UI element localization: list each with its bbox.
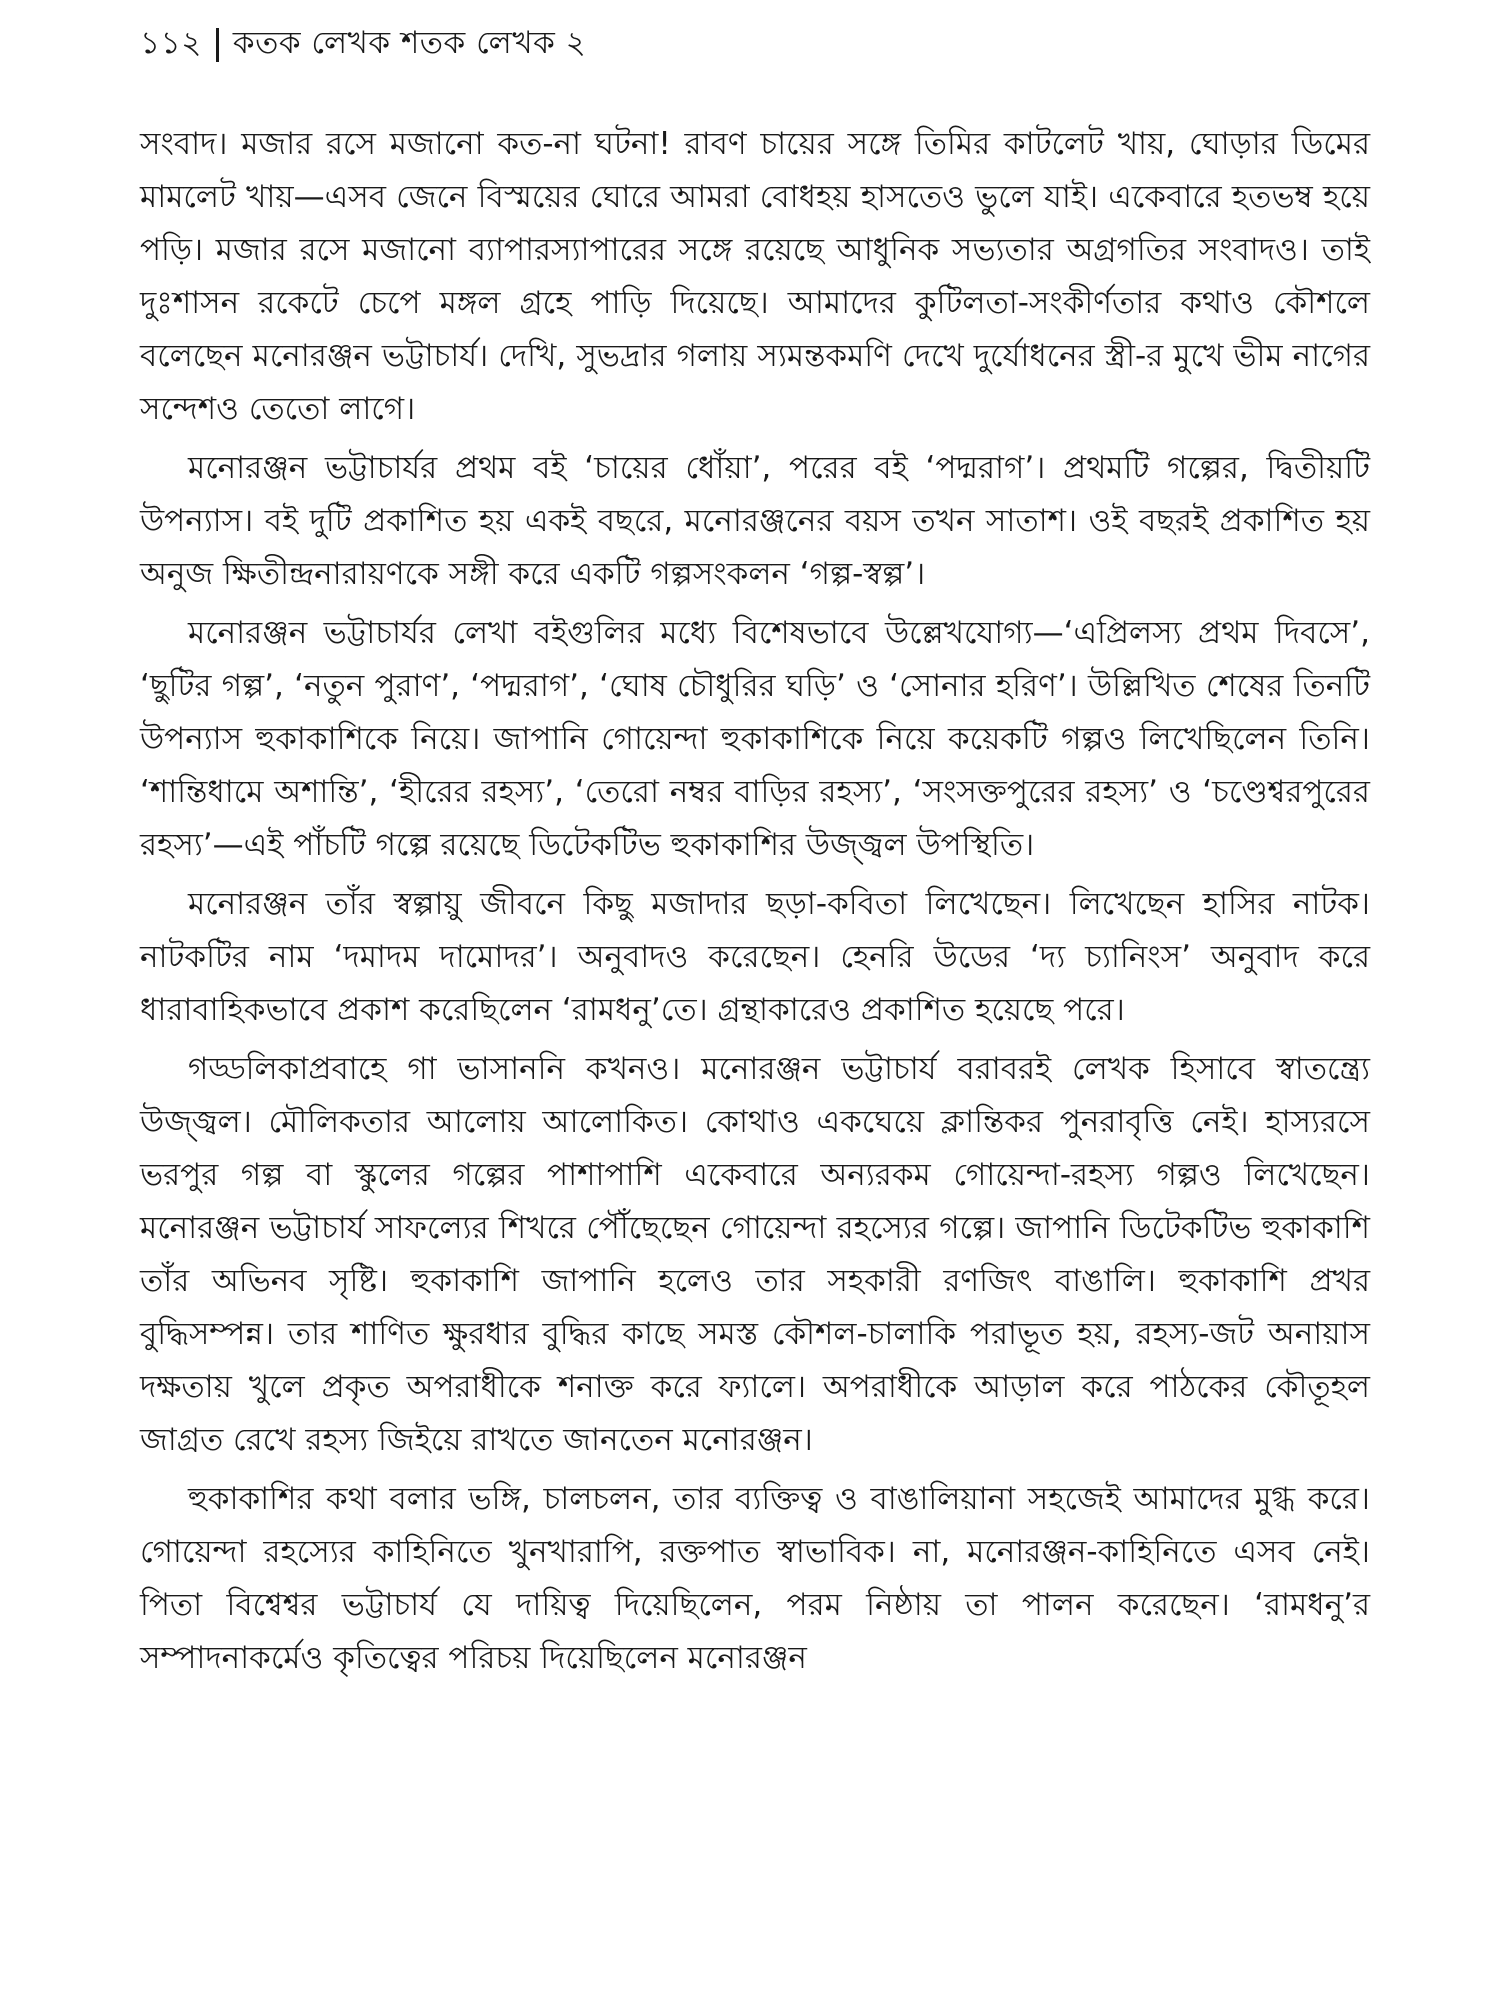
paragraph-2: মনোরঞ্জন ভট্টাচার্যর প্রথম বই ‘চায়ের ধোঁয়া’, পরের বই ‘পদ্মরাগ’। প্রথমটি গল্পের, দ্বিতীয়টি উপন্যাস। বই দুটি প্রকাশিত হয় একই বছরে, মনোরঞ্জনের বয়স তখন সাতাশ। ওই বছরই প্রকাশিত হয় অনুজ ক্ষিতীন্দ্রনারায়ণকে সঙ্গী করে একটি গল্পসংকলন ‘গল্প-স্বল্প’।: [140, 450, 1370, 592]
book-title: কতক লেখক শতক লেখক ২: [232, 25, 587, 61]
paragraph-1: সংবাদ। মজার রসে মজানো কত-না ঘটনা! রাবণ চায়ের সঙ্গে তিমির কাটলেট খায়, ঘোড়ার ডিমের মামলেট খায়—এসব জেনে বিস্ময়ের ঘোরে আমরা বোধহয় হাসতেও ভুলে যাই। একেবারে হতভম্ব হয়ে পড়ি। মজার রসে মজানো ব্যাপারস্যাপারের সঙ্গে রয়েছে আধুনিক সভ্যতার অগ্রগতির সংবাদও। তাই দুঃশাসন রকেটে চেপে মঙ্গল গ্রহে পাড়ি দিয়েছে। আমাদের কুটিলতা-সংকীর্ণতার কথাও কৌশলে বলেছেন মনোরঞ্জন ভট্টাচার্য। দেখি, সুভদ্রার গলায় স্যমন্তকমণি দেখে দুর্যোধনের স্ত্রী-র মুখে ভীম নাগের সন্দেশও তেতো লাগে।: [140, 126, 1370, 427]
page-number: ১১২: [140, 25, 202, 61]
paragraph-6: হুকাকাশির কথা বলার ভঙ্গি, চালচলন, তার ব্যক্তিত্ব ও বাঙালিয়ানা সহজেই আমাদের মুগ্ধ করে। গোয়েন্দা রহস্যের কাহিনিতে খুনখারাপি, রক্তপাত স্বাভাবিক। না, মনোরঞ্জন-কাহিনিতে এসব নেই। পিতা বিশ্বেশ্বর ভট্টাচার্য যে দায়িত্ব দিয়েছিলেন, পরম নিষ্ঠায় তা পালন করেছেন। ‘রামধনু’র সম্পাদনাকর্মেও কৃতিত্বের পরিচয় দিয়েছিলেন মনোরঞ্জন: [140, 1481, 1370, 1676]
header-separator: [216, 28, 219, 62]
body-text: [140, 118, 1370, 1691]
running-header: [140, 20, 586, 70]
paragraph-4: মনোরঞ্জন তাঁর স্বল্পায়ু জীবনে কিছু মজাদার ছড়া-কবিতা লিখেছেন। লিখেছেন হাসির নাটক। নাটকটির নাম ‘দমাদম দামোদর’। অনুবাদও করেছেন। হেনরি উডের ‘দ্য চ্যানিংস’ অনুবাদ করে ধারাবাহিকভাবে প্রকাশ করেছিলেন ‘রামধনু’তে। গ্রন্থাকারেও প্রকাশিত হয়েছে পরে।: [140, 886, 1370, 1028]
paragraph-3: মনোরঞ্জন ভট্টাচার্যর লেখা বইগুলির মধ্যে বিশেষভাবে উল্লেখযোগ্য—‘এপ্রিলস্য প্রথম দিবসে’, ‘ছুটির গল্প’, ‘নতুন পুরাণ’, ‘পদ্মরাগ’, ‘ঘোষ চৌধুরির ঘড়ি’ ও ‘সোনার হরিণ’। উল্লিখিত শেষের তিনটি উপন্যাস হুকাকাশিকে নিয়ে। জাপানি গোয়েন্দা হুকাকাশিকে নিয়ে কয়েকটি গল্পও লিখেছিলেন তিনি। ‘শান্তিধামে অশান্তি’, ‘হীরের রহস্য’, ‘তেরো নম্বর বাড়ির রহস্য’, ‘সংসক্তপুরের রহস্য’ ও ‘চণ্ডেশ্বরপুরের রহস্য’—এই পাঁচটি গল্পে রয়েছে ডিটেকটিভ হুকাকাশির উজ্জ্বল উপস্থিতি।: [140, 615, 1370, 863]
paragraph-5: গড্ডলিকাপ্রবাহে গা ভাসাননি কখনও। মনোরঞ্জন ভট্টাচার্য বরাবরই লেখক হিসাবে স্বাতন্ত্র্যে উজ্জ্বল। মৌলিকতার আলোয় আলোকিত। কোথাও একঘেয়ে ক্লান্তিকর পুনরাবৃত্তি নেই। হাস্যরসে ভরপুর গল্প বা স্কুলের গল্পের পাশাপাশি একেবারে অন্যরকম গোয়েন্দা-রহস্য গল্পও লিখেছেন। মনোরঞ্জন ভট্টাচার্য সাফল্যের শিখরে পৌঁছেছেন গোয়েন্দা রহস্যের গল্পে। জাপানি ডিটেকটিভ হুকাকাশি তাঁর অভিনব সৃষ্টি। হুকাকাশি জাপানি হলেও তার সহকারী রণজিৎ বাঙালি। হুকাকাশি প্রখর বুদ্ধিসম্পন্ন। তার শাণিত ক্ষুরধার বুদ্ধির কাছে সমস্ত কৌশল-চালাকি পরাভূত হয়, রহস্য-জট অনায়াস দক্ষতায় খুলে প্রকৃত অপরাধীকে শনাক্ত করে ফ্যালে। অপরাধীকে আড়াল করে পাঠকের কৌতূহল জাগ্রত রেখে রহস্য জিইয়ে রাখতে জানতেন মনোরঞ্জন।: [140, 1051, 1370, 1458]
